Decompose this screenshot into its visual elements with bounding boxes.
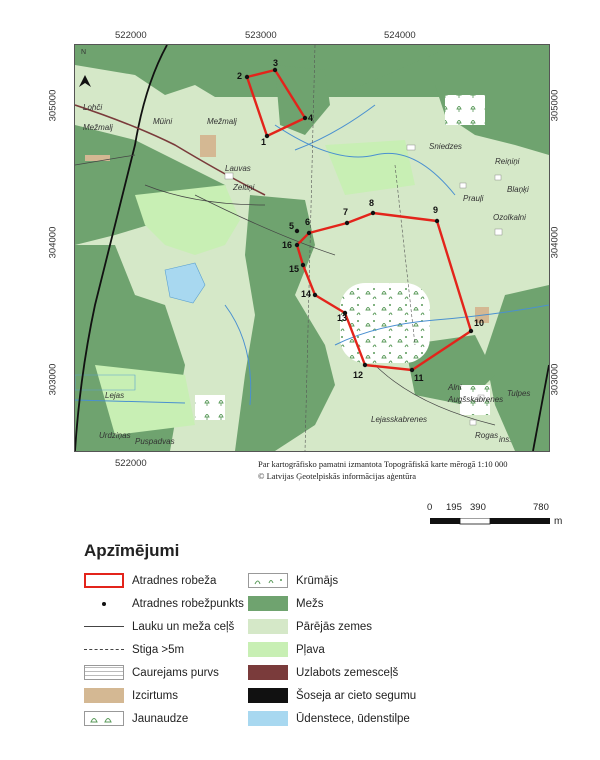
legend-title: Apzīmējumi	[84, 541, 180, 560]
legend-item-meadow: Pļava	[248, 642, 325, 657]
grid-y-label-right: 304000	[549, 226, 561, 259]
place-name: Lauvas	[225, 164, 251, 173]
place-name: Ozolkalni	[493, 213, 526, 222]
map-credit	[258, 458, 578, 482]
scale-label: 195	[446, 502, 462, 513]
grid-y-label-left: 305000	[47, 89, 59, 122]
other-land-icon	[248, 619, 288, 634]
place-name: Mežmalj	[207, 117, 237, 126]
point-label-11: 11	[414, 373, 424, 383]
forest-road-icon	[84, 619, 124, 634]
place-name: Mežmalj	[83, 123, 113, 132]
legend-item-forest-road: Lauku un meža ceļš	[84, 619, 234, 634]
place-name: Lohči	[83, 103, 103, 112]
point-label-16: 16	[282, 240, 293, 250]
young-forest-area-2	[195, 395, 225, 420]
grid-x-label-top: 522000	[115, 30, 147, 41]
legend-item-forest: Mežs	[248, 596, 323, 611]
meadow-icon	[248, 642, 288, 657]
shrub-area	[340, 283, 430, 363]
black-dot-icon	[84, 596, 124, 611]
legend-item-other-land: Pārējās zemes	[248, 619, 372, 634]
paved-road-icon	[248, 688, 288, 703]
credit-line-1: Par kartogrāfisko pamatni izmantota Topogrāfiskā karte mērogā 1:10 000	[258, 459, 508, 469]
forest-icon	[248, 596, 288, 611]
point-label-8: 8	[369, 198, 375, 208]
point-label-12: 12	[353, 370, 364, 380]
place-name: Prauļi	[463, 194, 484, 203]
point-label-5: 5	[289, 221, 295, 231]
bog-icon	[84, 665, 124, 680]
place-name: ins.	[499, 435, 512, 444]
legend-item-clearing: Izcirtums	[84, 688, 178, 703]
point-label-10: 10	[474, 318, 485, 328]
credit-line-2: © Latvijas Ģeotelpiskās informācijas aģentūra	[258, 471, 416, 481]
legend-item-cutline: Stiga >5m	[84, 642, 184, 657]
grid-y-label-right: 303000	[549, 363, 561, 396]
point-label-3: 3	[273, 58, 279, 68]
scale-label: 390	[470, 502, 486, 513]
point-label-1: 1	[261, 137, 267, 147]
legend-item-boundary: Atradnes robeža	[84, 573, 216, 588]
legend-item-boundary-point: Atradnes robežpunkts	[84, 596, 244, 611]
point-label-15: 15	[289, 264, 300, 274]
place-name: Urdziņas	[99, 431, 131, 440]
place-name: Puspadvas	[135, 437, 175, 446]
young-forest-icon	[84, 711, 124, 726]
scale-unit: m	[554, 516, 563, 527]
point-label-4: 4	[308, 113, 314, 123]
grid-x-label-top: 524000	[384, 30, 416, 41]
water-icon	[248, 711, 288, 726]
point-label-7: 7	[343, 207, 349, 217]
legend-item-improved-road: Uzlabots zemesceļš	[248, 665, 398, 680]
place-name: Lejas	[105, 391, 125, 400]
place-name: Augšskabrenes	[448, 395, 504, 404]
boundary-swatch-icon	[84, 573, 124, 588]
place-name: Reiņiņi	[495, 157, 520, 166]
map-frame[interactable]	[74, 44, 550, 452]
place-name: Zeltiņi	[233, 183, 255, 192]
shrub-icon	[248, 573, 288, 588]
scale-label: 780	[533, 502, 549, 513]
point-label-13: 13	[337, 313, 348, 323]
place-name: Rogas	[475, 431, 499, 440]
legend-item-shrubs: Krūmājs	[248, 573, 338, 588]
grid-y-label-left: 303000	[47, 363, 59, 396]
point-label-14: 14	[301, 289, 312, 299]
place-name: Blaņķi	[507, 185, 529, 194]
legend-item-young-forest: Jaunaudze	[84, 711, 188, 726]
young-forest-area	[445, 95, 485, 125]
improved-road-icon	[248, 665, 288, 680]
point-label-9: 9	[433, 205, 439, 215]
place-name: Alni	[448, 383, 462, 392]
point-label-6: 6	[305, 217, 311, 227]
grid-y-label-right: 305000	[549, 89, 561, 122]
grid-y-label-left: 304000	[47, 226, 59, 259]
scale-bar	[427, 502, 563, 532]
scale-bar-graphic	[430, 518, 552, 526]
place-name: Lejasskabrenes	[371, 415, 428, 424]
legend-item-bog: Caurejams purvs	[84, 665, 219, 680]
grid-x-label-top: 523000	[245, 30, 277, 41]
dashed-line-icon	[84, 642, 124, 657]
place-name: Tulpes	[507, 389, 531, 398]
map-canvas	[75, 45, 549, 451]
point-label-2: 2	[237, 71, 243, 81]
place-name: Sniedzes	[429, 142, 462, 151]
clearing-icon	[84, 688, 124, 703]
legend-item-paved-road: Šoseja ar cieto segumu	[248, 688, 416, 703]
legend-item-water: Ūdenstece, ūdenstilpe	[248, 711, 410, 726]
north-label: N	[81, 49, 87, 56]
grid-x-label-bottom: 522000	[115, 458, 147, 469]
scale-label: 0	[427, 502, 433, 513]
place-name: Mūini	[153, 117, 173, 126]
